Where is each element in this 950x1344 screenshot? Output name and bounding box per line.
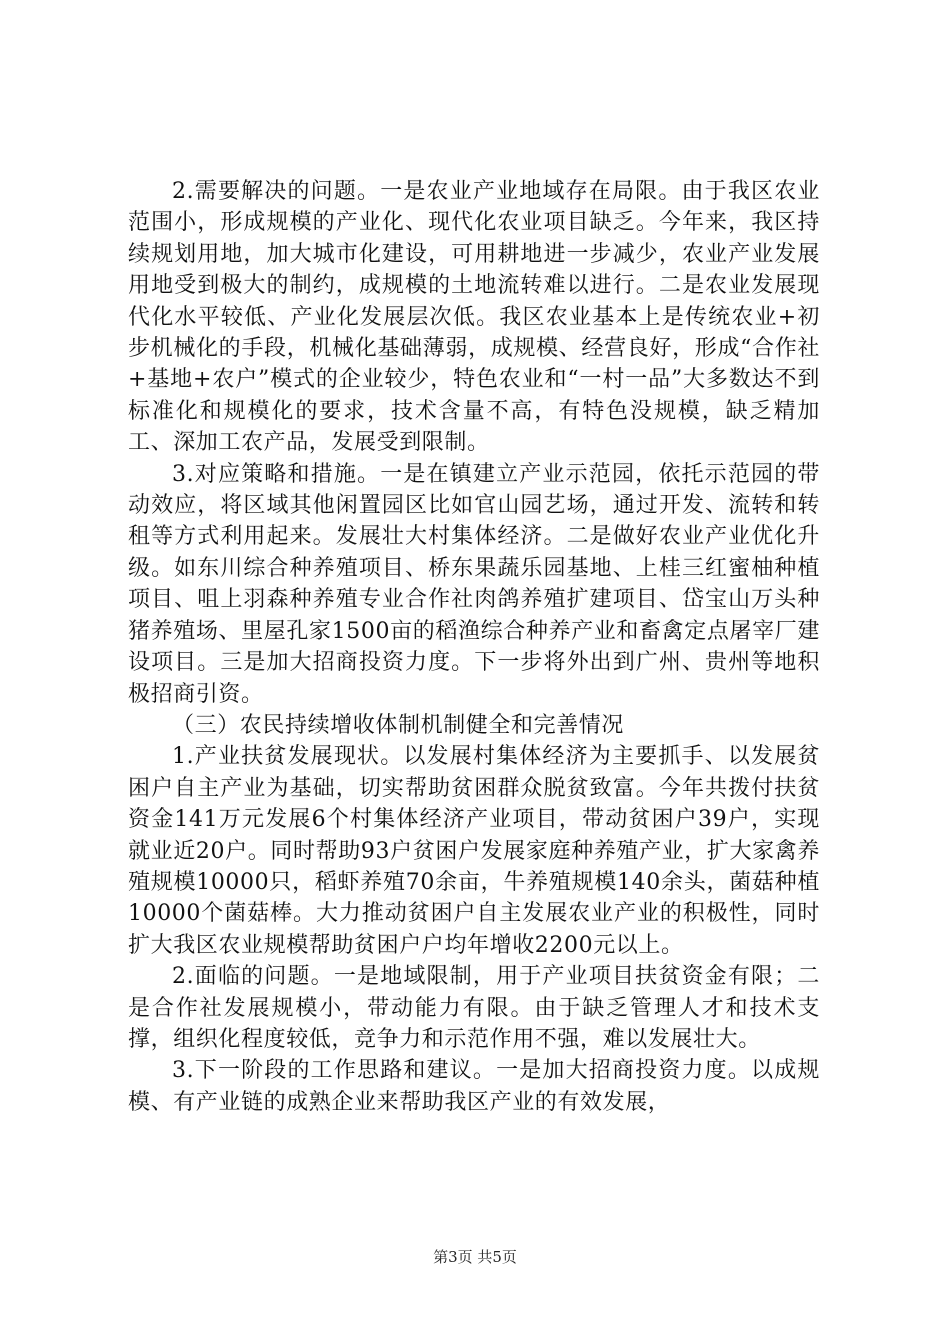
section-heading-farmer-income: （三）农民持续增收体制机制健全和完善情况 xyxy=(172,712,625,738)
paragraph-problems-faced: 2.面临的问题。一是地域限制，用于产业项目扶贫资金有限；二是合作社发展规模小，带动能力有限。由于缺乏管理人才和技术支撑，组织化程度较低，竞争力和示范作用不强，难以发展壮大。 xyxy=(128,964,820,1052)
paragraph-strategies-measures: 3.对应策略和措施。一是在镇建立产业示范园，依托示范园的带动效应，将区域其他闲置园区比如官山园艺场，通过开发、流转和转租等方式利用起来。发展壮大村集体经济。二是做好农业产业优化升级。如东川综合种养殖项目、桥东果蔬乐园基地、上桂三红蜜柚种植项目、咀上羽森种养殖专业合作社肉鸽养殖扩建项目、岱宝山万头种猪养殖场、里屋孔家1500亩的稻渔综合种养产业和畜禽定点屠宰厂建设项目。三是加大招商投资力度。下一步将外出到广州、贵州等地积极招商引资。 xyxy=(128,461,820,707)
page-number-footer: 第3页 共5页 xyxy=(433,1248,517,1266)
paragraph-poverty-alleviation-status: 1.产业扶贫发展现状。以发展村集体经济为主要抓手、以发展贫困户自主产业为基础，切实帮助贫困群众脱贫致富。今年共拨付扶贫资金141万元发展6个村集体经济产业项目，带动贫困户39户，实现就业近20户。同时帮助93户贫困户发展家庭种养殖产业，扩大家禽养殖规模10000只，稻虾养殖70余亩，牛养殖规模140余头，菌菇种植10000个菌菇棒。大力推动贫困户自主发展农业产业的积极性，同时扩大我区农业规模帮助贫困户户均年增收2200元以上。 xyxy=(128,744,820,958)
paragraph-problems-to-solve: 2.需要解决的问题。一是农业产业地域存在局限。由于我区农业范围小，形成规模的产业化、现代化农业项目缺乏。今年来，我区持续规划用地，加大城市化建设，可用耕地进一步减少，农业产业发展用地受到极大的制约，成规模的土地流转难以进行。二是农业发展现代化水平较低、产业化发展层次低。我区农业基本上是传统农业+初步机械化的手段，机械化基础薄弱，成规模、经营良好，形成“合作社+基地+农户”模式的企业较少，特色农业和“一村一品”大多数达不到标准化和规模化的要求，技术含量不高，有特色没规模，缺乏精加工、深加工农产品，发展受到限制。 xyxy=(128,179,820,456)
paragraph-next-stage: 3.下一阶段的工作思路和建议。一是加大招商投资力度。以成规模、有产业链的成熟企业来帮助我区产业的有效发展， xyxy=(128,1058,820,1115)
document-body xyxy=(128,176,820,1118)
